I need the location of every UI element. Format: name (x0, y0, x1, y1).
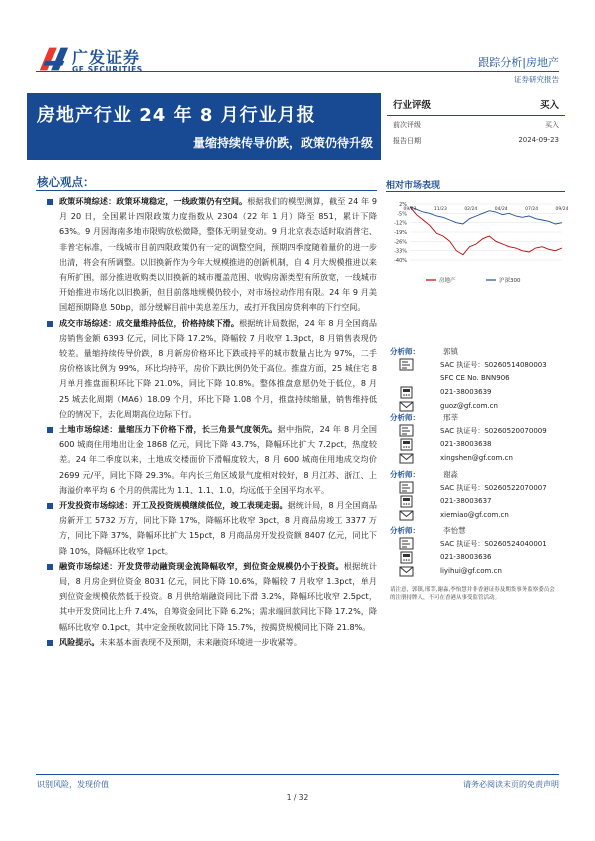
mail-icon (399, 452, 414, 465)
para-risk (47, 635, 377, 650)
x-tick-label: 04/24 (494, 207, 508, 212)
para-financing (47, 559, 377, 635)
report-title: 房地产行业 24 年 8 月行业月报 (37, 105, 316, 126)
core-body (47, 194, 377, 650)
page-number: 1 / 32 (286, 793, 309, 802)
analyst-info-line: liyihui@gf.com.cn (440, 567, 502, 575)
footer-disclaimer: 请务必阅读末页的免责声明 (463, 780, 559, 789)
phone-icon (399, 551, 414, 564)
x-tick-label: 02/24 (464, 207, 478, 212)
series-line-1 (410, 207, 562, 224)
analyst-info-line: SAC 执证号：S0260524040001 (440, 540, 547, 548)
company-name-cn: 广发证券 (72, 48, 141, 67)
para-heading: 开发投资市场综述：开工及投资规模继续低位，竣工表现走弱。 (59, 500, 288, 511)
analyst-info-line: SAC 执证号：S0260520070009 (440, 427, 547, 435)
company-name-en: GF SECURITIES (72, 65, 143, 74)
title-banner (27, 93, 381, 160)
report-category: 跟踪分析|房地产 (478, 56, 559, 69)
analyst-name: 郭镇 (443, 347, 458, 356)
y-tick-label: -33% (394, 248, 407, 255)
mail-icon (399, 565, 414, 578)
analyst-info-line: SAC 执证号：S0260522070007 (440, 484, 547, 492)
para-text: 据中指院，24 年 8 月全国 600 城商住用地出让金 1868 亿元，同比下降 43.7%，降幅环比扩大 7.2pct，热度较差。24 年二季度以来，土地成交楼面价下滑幅度较大，8 月 600 城商住用地成交均价 2699 元/平，同比下降 29.3%。年内长三角区域景气度相对较好，8 月江苏、浙江、上海溢价率平均 6 个月的供需比为 1.1、1.1、1.0，均远低于全国平均水平。 (59, 424, 377, 495)
bullet-icon (47, 199, 53, 205)
report-type: 证券研究报告 (514, 75, 559, 84)
y-tick-label: 2% (399, 202, 407, 208)
para-heading: 政策环境综述：政策环境稳定，一线政策仍有空间。 (59, 196, 248, 206)
para-text: 未来基本面表现不及预期，未来融资环境进一步收紧等。 (99, 636, 302, 647)
analyst-info-line: guoz@gf.com.cn (440, 402, 498, 410)
y-tick-label: -19% (394, 230, 407, 236)
badge-icon (399, 358, 414, 371)
analyst-label: 分析师： (390, 347, 420, 356)
badge-icon (399, 481, 414, 494)
analyst-info-line: 021-38003639 (440, 388, 492, 396)
rating-row-main (387, 94, 565, 116)
x-tick-label: 11/23 (433, 207, 447, 212)
x-tick-label: 09/23 (403, 207, 417, 212)
legend-label: 房地产 (439, 278, 456, 284)
para-text: 根据统计局，8 月房企到位资金 8031 亿元，同比下降 10.6%，降幅较 7 月收窄 1.3pct，单月到位资金规模依然低于投资。8 月供给端融资同比下滑 3.2%，降幅环比收窄 2.5pct，其中开发贷同比上升 7.4%，自筹资金同比下降 6.2%；需求端回款同比下降 17.2%，降幅环比收窄 0.1pct，其中定金预收款同比下降 15.7%，按揭贷规模同比下降 21.8%。 (59, 560, 377, 632)
analyst-name: 李怡慧 (443, 526, 466, 535)
badge-icon (399, 424, 414, 437)
report-date-label: 报告日期 (393, 137, 421, 145)
para-heading: 风险提示。 (59, 636, 100, 647)
x-tick-label: 09/24 (555, 207, 569, 212)
bullet-icon (47, 321, 53, 327)
phone-icon (399, 438, 414, 451)
para-investment (47, 498, 377, 559)
para-text: 根据统计局数据，24 年 8 月全国商品房销售金额 6393 亿元，同比下降 17.2%，降幅较 7 月收窄 1.3pct，8 月销售表现仍较差。量缩持续传导价跌，8 月新房价格环比下跌或持平的城市数量占比为 97%，二手房价格该比例为 99%，环比均持平，房价下跌比例仍处于高位。推盘方面，25 城住宅 8 月单月推盘面积环比下降 21.0%，同比下降 10.8%。整体推盘意愿仍处于低位，8 月 25 城去化周期（MA6）18.09 个月，环比下降 1.08 个月，推盘持续缩量，销售维持低位的情况下，去化周期高位边际下行。 (59, 317, 377, 419)
relative-performance-chart (386, 198, 569, 290)
para-heading: 融资市场综述：开发贷带动融资现金流降幅收窄，到位资金规模仍小于投资。 (59, 560, 344, 571)
rating-box (387, 94, 565, 148)
x-tick-label: 07/24 (525, 207, 539, 212)
core-divider (36, 190, 377, 191)
para-text: 据统计局，8 月全国商品房新开工 5732 万方，同比下降 17%，降幅环比收窄 3pct，8 月商品房竣工 3377 万方，同比下降 37%，降幅环比扩大 15pct，8 月商品房开发投资额 8407 亿元，同比下降 10%，降幅环比收窄 1pct。 (59, 500, 377, 556)
footer-divider (36, 774, 559, 775)
y-tick-label: -5% (397, 211, 407, 218)
rating-row-date (387, 132, 565, 148)
series-line-0 (410, 207, 562, 255)
y-tick-label: -26% (394, 239, 407, 246)
footer-slogan: 识别风险，发现价值 (37, 780, 109, 789)
analyst-info-line: SAC 执证号：S0260514080003 (440, 361, 547, 369)
bullet-icon (47, 640, 53, 646)
phone-icon (399, 495, 414, 508)
analyst-info-line: SFC CE No. BNN906 (440, 374, 510, 382)
mail-icon (399, 509, 414, 522)
analyst-label: 分析师： (390, 470, 420, 479)
phone-icon (399, 386, 414, 399)
analyst-info-line: 021-38003637 (440, 497, 492, 505)
report-date-value: 2024-09-23 (518, 136, 559, 144)
analyst-info-line: xingshen@gf.com.cn (440, 454, 513, 462)
relative-title: 相对市场表现 (386, 181, 441, 191)
legend-label: 沪深300 (499, 278, 521, 284)
analyst-name: 邢莘 (443, 413, 458, 422)
bullet-icon (47, 564, 53, 570)
prev-rating-value: 买入 (545, 121, 559, 129)
rating-value: 买入 (539, 100, 559, 111)
prev-rating-label: 前次评级 (393, 121, 421, 129)
bullet-icon (47, 427, 53, 433)
para-heading: 土地市场综述：量缩压力下价格下滑，长三角景气度领先。 (59, 424, 278, 435)
para-heading: 成交市场综述：成交量维持低位，价格持续下滑。 (59, 317, 240, 328)
para-policy (47, 194, 377, 316)
disclaimer-note: 请注意，郭镇,邢莘,谢淼,李怡慧并非香港证券及期货事务监察委员会的注册持牌人，不可在香港从事受监管活动。 (390, 587, 555, 601)
para-text: 根据我们的模型测算，截至 24 年 9 月 20 日，全国累计四限政策力度指数从 2304（22 年 1 月）降至 851，累计下降 63%。9 月因海南多地市限购放松微降，整体无明显变动。9 月北京表态适时取消普宅、非普宅标准，一线城市目前四限政策仍有一定的调整空间，预期四季度随着量价的进一步出清，将会有所调整。以旧换新作为今年大规模推进的创新机制，自 4 月大规模推进以来有所扩围，部分推进收购类以旧换新的城市覆盖范围、收购房源类型有所放宽，一线城市开始推进市场化以旧换新，但目前落地规模仍较小，对市场拉动作用有限。24 年 9 月美国超预期降息 50bp，部分缓解目前中美息差压力，或打开我国房贷利率的下行空间。 (59, 196, 377, 313)
badge-icon (399, 537, 414, 550)
analyst-info-line: xiemiao@gf.com.cn (440, 511, 509, 519)
para-transaction (47, 316, 377, 422)
analyst-info-line: 021-38003636 (440, 553, 492, 561)
report-subtitle: 量缩持续传导价跌，政策仍待升级 (192, 136, 373, 150)
y-tick-label: -40% (394, 258, 407, 264)
relative-divider (386, 191, 565, 192)
para-land (47, 422, 377, 498)
analyst-info-line: 021-38003638 (440, 440, 492, 448)
rating-row-prev (387, 116, 565, 132)
analyst-label: 分析师： (390, 526, 420, 535)
analyst-label: 分析师： (390, 413, 420, 422)
core-title: 核心观点： (37, 175, 95, 189)
header-divider (36, 71, 559, 72)
bullet-icon (47, 503, 53, 509)
analyst-name: 谢淼 (443, 470, 458, 479)
rating-label: 行业评级 (393, 100, 432, 111)
y-tick-label: -12% (394, 220, 407, 227)
